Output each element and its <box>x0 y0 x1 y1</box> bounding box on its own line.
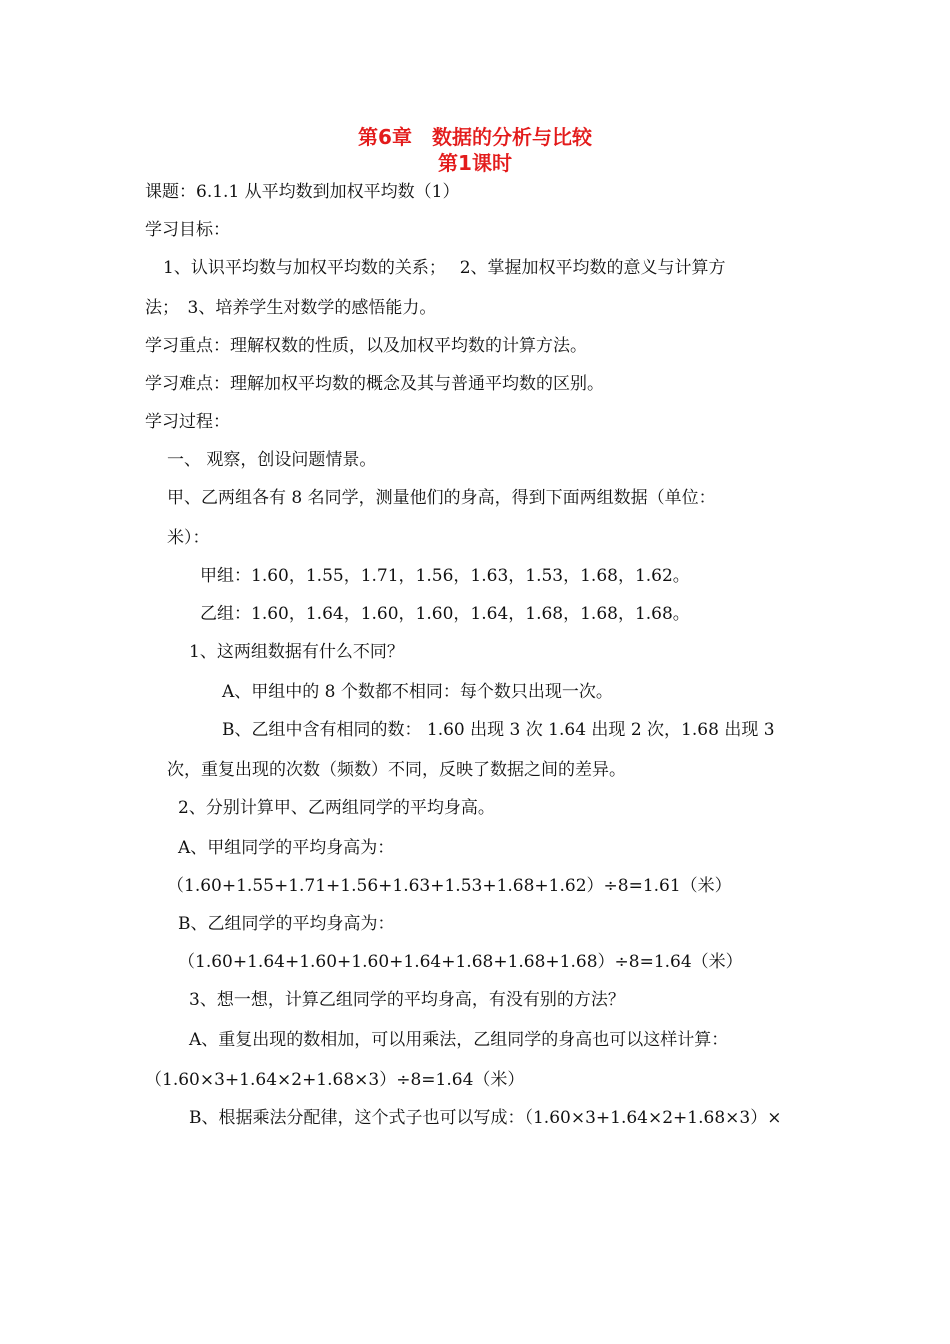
question-1-answer-a: A、甲组中的 8 个数都不相同：每个数只出现一次。 <box>222 682 613 702</box>
question-2: 2、分别计算甲、乙两组同学的平均身高。 <box>178 798 495 818</box>
question-1: 1、这两组数据有什么不同？ <box>189 642 404 662</box>
goals-heading: 学习目标： <box>145 220 230 240</box>
difficulty: 学习难点：理解加权平均数的概念及其与普通平均数的区别。 <box>145 374 604 394</box>
intro-line-1: 甲、乙两组各有 8 名同学，测量他们的身高，得到下面两组数据（单位： <box>167 488 716 508</box>
question-2-answer-b: B、乙组同学的平均身高为： <box>178 914 395 934</box>
group-b-data: 乙组：1.60，1.64，1.60，1.60，1.64，1.68，1.68，1.68。 <box>200 604 690 624</box>
section-1-heading: 一、 观察，创设问题情景。 <box>167 450 377 470</box>
topic-line: 课题：6.1.1 从平均数到加权平均数（1） <box>145 182 460 202</box>
goals-line-1: 1、认识平均数与加权平均数的关系； 2、掌握加权平均数的意义与计算方 <box>163 258 726 278</box>
goals-line-2: 法； 3、培养学生对数学的感悟能力。 <box>145 298 437 318</box>
lesson-title: 第1课时 <box>438 151 512 175</box>
intro-line-2: 米）： <box>167 528 210 548</box>
chapter-title: 第6章 数据的分析与比较 <box>358 125 592 149</box>
question-2-answer-a: A、甲组同学的平均身高为： <box>178 838 395 858</box>
question-1-answer-b-line-2: 次，重复出现的次数（频数）不同，反映了数据之间的差异。 <box>167 760 626 780</box>
question-2-formula-a: （1.60+1.55+1.71+1.56+1.63+1.53+1.68+1.62）÷8=1.61（米） <box>167 876 732 896</box>
key-point: 学习重点：理解权数的性质，以及加权平均数的计算方法。 <box>145 336 587 356</box>
question-3-answer-a: A、重复出现的数相加，可以用乘法，乙组同学的身高也可以这样计算： <box>189 1030 729 1050</box>
question-1-answer-b-line-1: B、乙组中含有相同的数： 1.60 出现 3 次 1.64 出现 2 次，1.68 出现 3 <box>222 720 775 740</box>
question-2-formula-b: （1.60+1.64+1.60+1.60+1.64+1.68+1.68+1.68）÷8=1.64（米） <box>178 952 743 972</box>
process-heading: 学习过程： <box>145 412 230 432</box>
question-3-formula-a: （1.60×3+1.64×2+1.68×3）÷8=1.64（米） <box>145 1070 525 1090</box>
group-a-data: 甲组：1.60，1.55，1.71，1.56，1.63，1.53，1.68，1.62。 <box>200 566 690 586</box>
question-3: 3、想一想，计算乙组同学的平均身高，有没有别的方法？ <box>189 990 625 1010</box>
question-3-answer-b: B、根据乘法分配律，这个式子也可以写成：（1.60×3+1.64×2+1.68×3）× <box>189 1108 782 1128</box>
